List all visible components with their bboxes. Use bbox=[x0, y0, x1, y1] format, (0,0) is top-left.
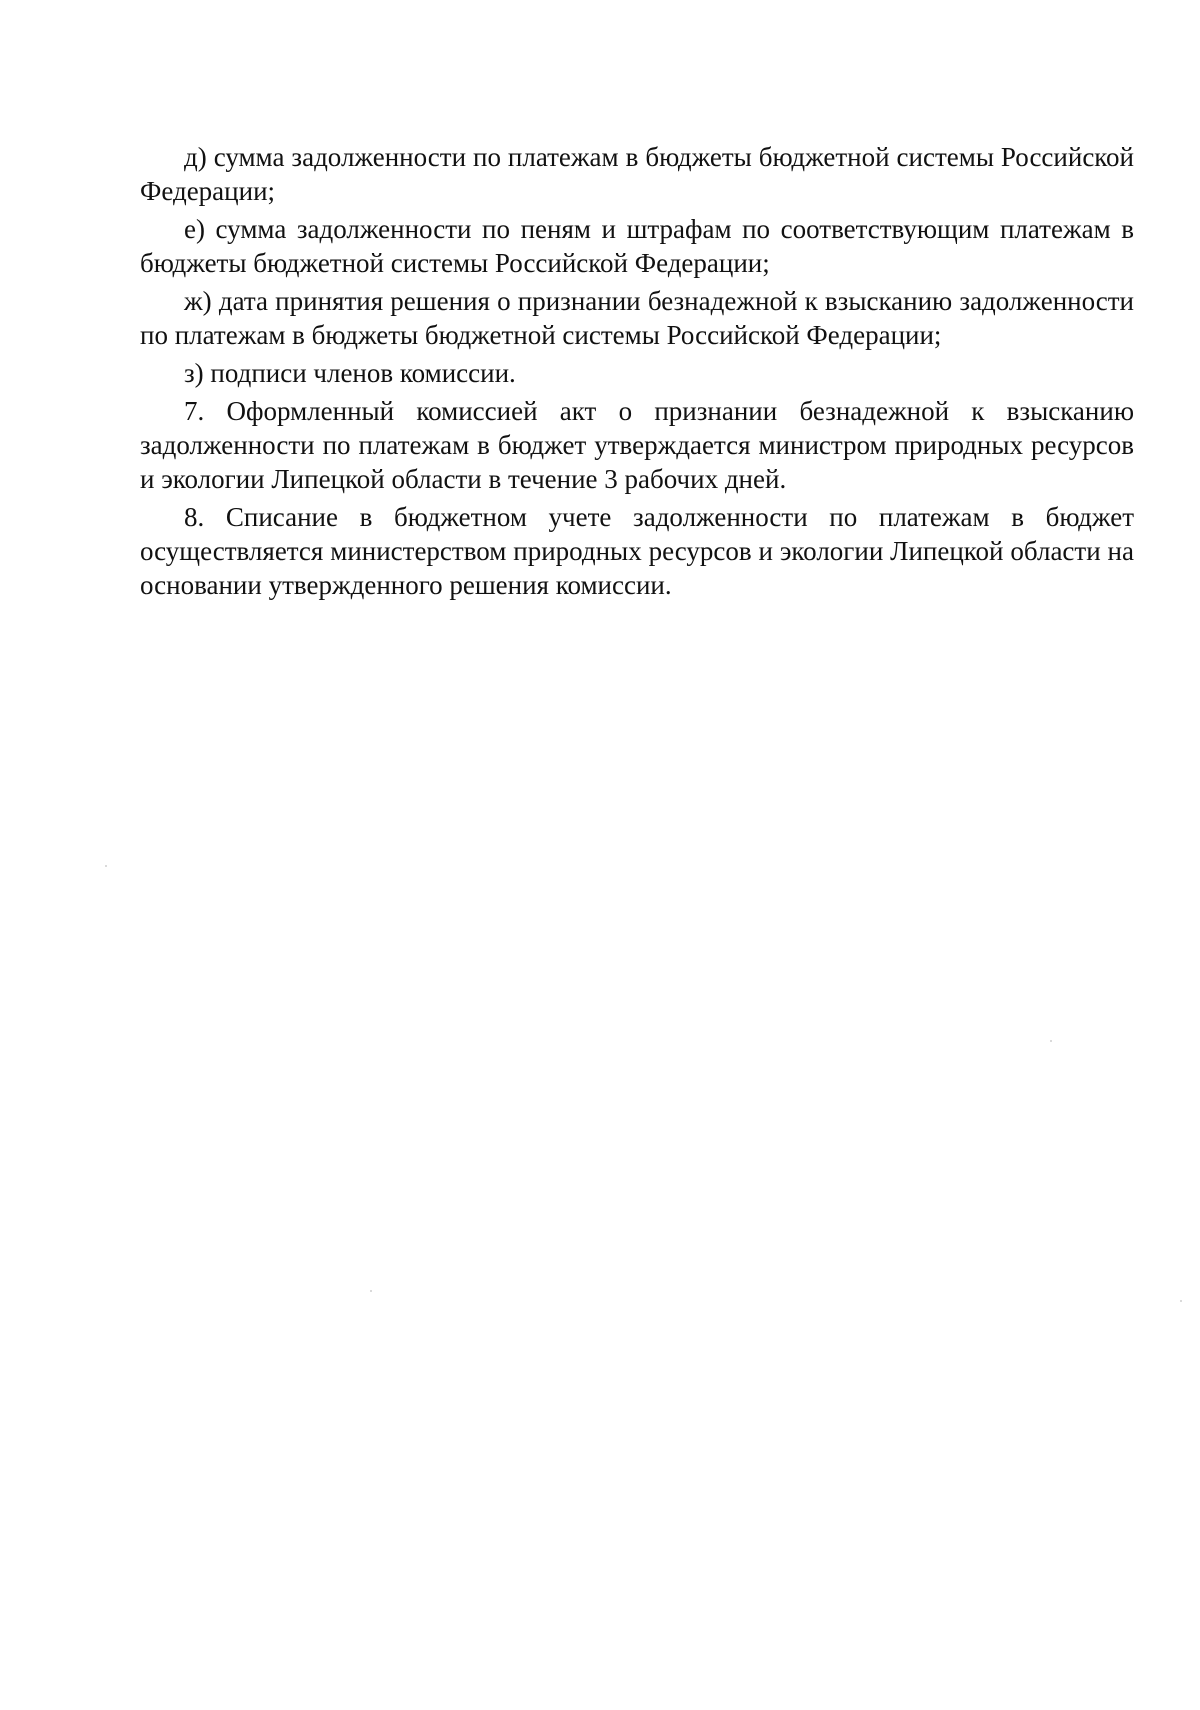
scan-speck bbox=[105, 865, 107, 867]
scan-speck bbox=[370, 1290, 372, 1292]
paragraph-clause-7: 7. Оформленный комиссией акт о признании безнадежной к взысканию задолженности по платежам в бюджет утверждается министром природных ресурсов и экологии Липецкой области в течение 3 рабочих дней. bbox=[140, 396, 1134, 494]
scan-speck bbox=[1050, 1040, 1052, 1042]
paragraph-item-e: е) сумма задолженности по пеням и штрафам по соответствующим платежам в бюджеты бюджетной системы Российской Федерации; bbox=[140, 214, 1134, 278]
paragraph-item-z: з) подписи членов комиссии. bbox=[184, 358, 516, 388]
document-body bbox=[140, 140, 1134, 606]
paragraph-item-d: д) сумма задолженности по платежам в бюджеты бюджетной системы Российской Федерации; bbox=[140, 142, 1134, 206]
paragraph-clause-8: 8. Списание в бюджетном учете задолженности по платежам в бюджет осуществляется министерством природных ресурсов и экологии Липецкой области на основании утвержденного решения комиссии. bbox=[140, 502, 1134, 600]
paragraph-item-zh: ж) дата принятия решения о признании безнадежной к взысканию задолженности по платежам в бюджеты бюджетной системы Российской Федерации; bbox=[140, 286, 1134, 350]
scan-speck bbox=[1180, 1300, 1182, 1302]
